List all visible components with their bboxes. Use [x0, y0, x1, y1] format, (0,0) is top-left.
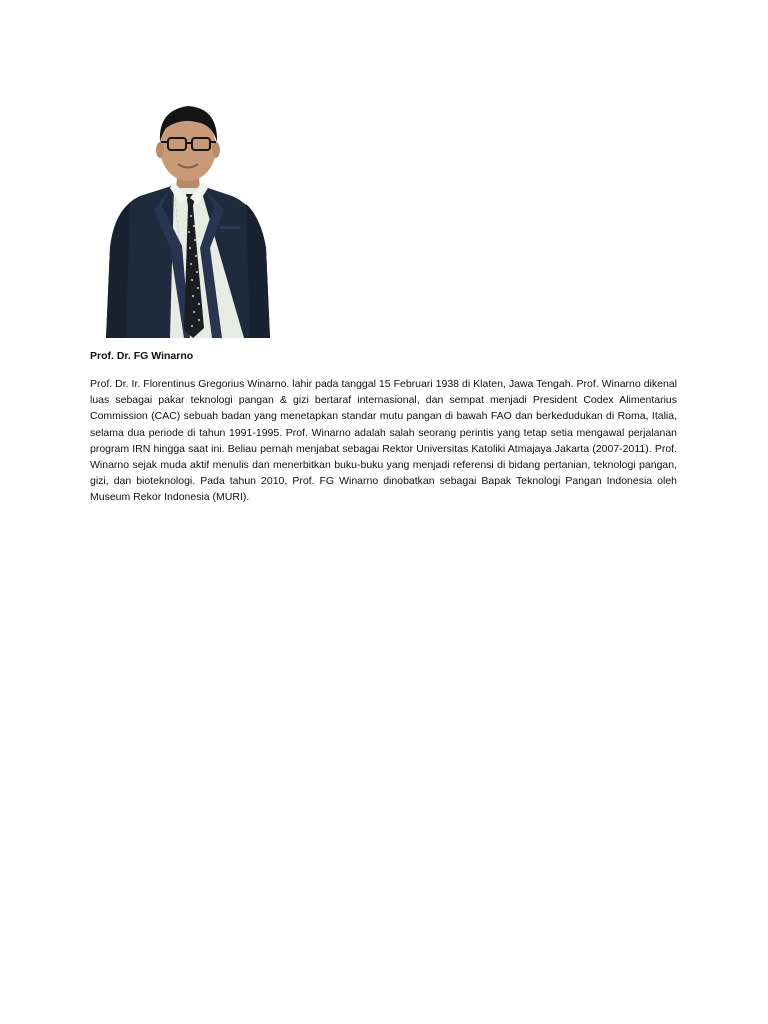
- profile-name: Prof. Dr. FG Winarno: [90, 350, 194, 362]
- profile-bio: Prof. Dr. Ir. Florentinus Gregorius Winarno. lahir pada tanggal 15 Februari 1938 di Klaten, Jawa Tengah. Prof. Winarno dikenal luas sebagai pakar teknologi pangan & gizi bertaraf internasional, dan sempat menjadi President Codex Alimentarius Commission (CAC) sebuah badan yang menetapkan standar mutu pangan di bawah FAO dan berkedudukan di Roma, Italia, selama dua periode di tahun 1991-1995. Prof. Winarno adalah salah seorang perintis yang tetap setia mengawal perjalanan program IRN hingga saat ini. Beliau pernah menjabat sebagai Rektor Universitas Katoliki Atmajaya Jakarta (2007-2011). Prof. Winarno sejak muda aktif menulis dan menerbitkan buku-buku yang menjadi referensi di bidang pertanian, teknologi pangan, gizi, dan bioteknologi. Pada tahun 2010, Prof. FG Winarno dinobatkan sebagai Bapak Teknologi Pangan Indonesia oleh Museum Rekor Indonesia (MURI).: [90, 378, 677, 504]
- portrait-photo: [100, 98, 272, 338]
- portrait-illustration: [100, 98, 272, 338]
